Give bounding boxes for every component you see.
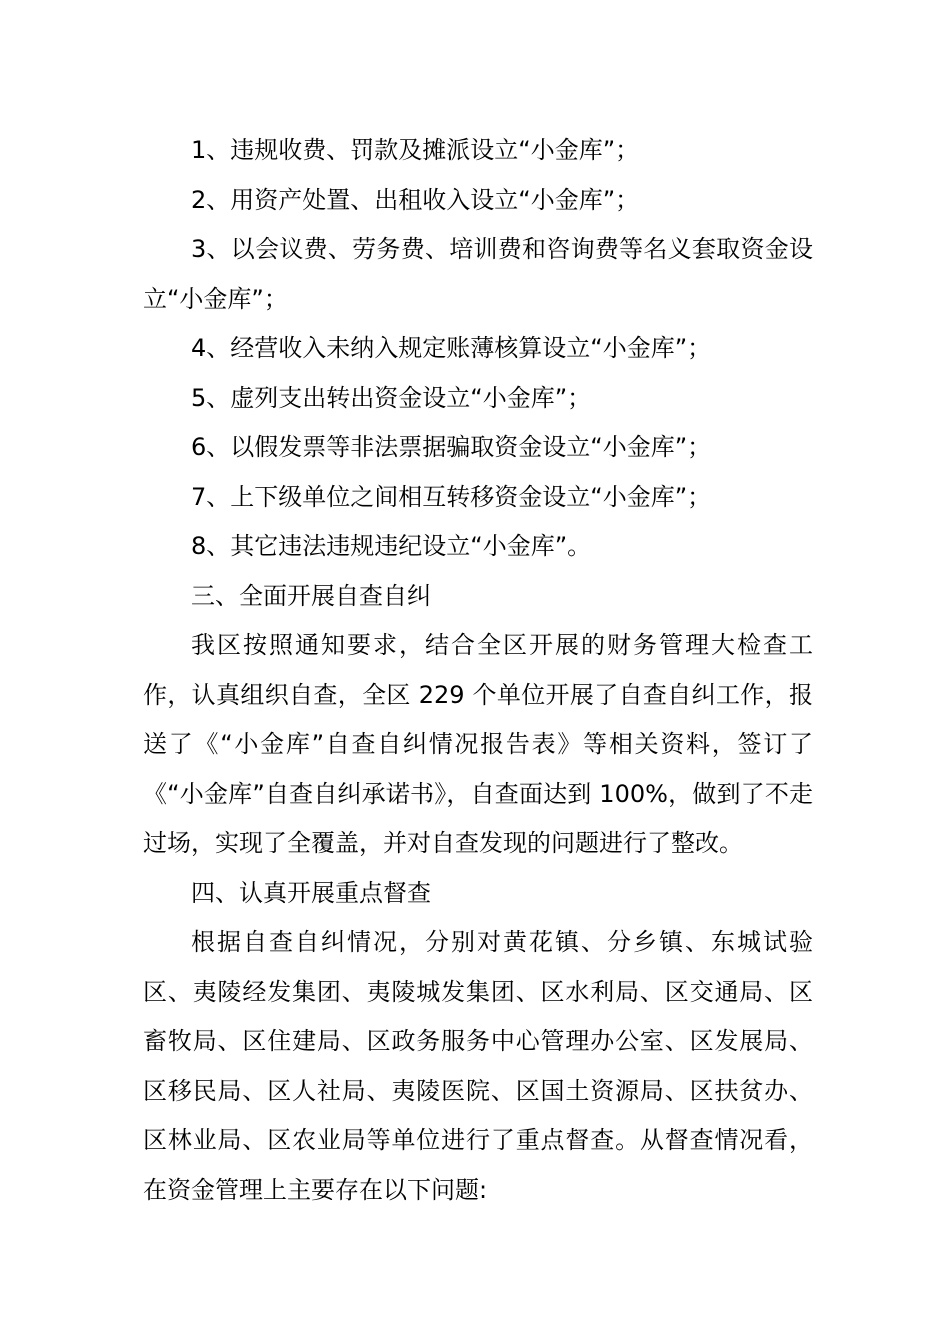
list-item: 8、其它违法违规违纪设立“小金库”。 <box>191 532 592 560</box>
section-heading-key-supervision: 四、认真开展重点督查 <box>191 878 431 907</box>
list-item: 5、虚列支出转出资金设立“小金库”； <box>191 383 592 412</box>
list-item: 6、以假发票等非法票据骗取资金设立“小金库”； <box>191 433 712 461</box>
list-item: 7、上下级单位之间相互转移资金设立“小金库”； <box>191 482 712 511</box>
section-body-key-supervision: 根据自查自纠情况，分别对黄花镇、分乡镇、东城试验区、夷陵经发集团、夷陵城发集团、区水利局、区交通局、区畜牧局、区住建局、区政务服务中心管理办公室、区发展局、区移民局、区人社局、夷陵医院、区国土资源局、区扶贫办、区林业局、区农业局等单位进行了重点督查。从督查情况看，在资金管理上主要存在以下问题: <box>143 928 813 1204</box>
document-body <box>143 126 813 1215</box>
list-item: 3、以会议费、劳务费、培训费和咨询费等名义套取资金设立“小金库”； <box>143 235 813 313</box>
section-body-self-inspection: 我区按照通知要求，结合全区开展的财务管理大检查工作，认真组织自查，全区 229 个单位开展了自查自纠工作，报送了《“小金库”自查自纠情况报告表》等相关资料，签订了《“小金库”自查自纠承诺书》，自查面达到 100%，做到了不走过场，实现了全覆盖，并对自查发现的问题进行了整改。 <box>143 631 813 857</box>
list-item: 2、用资产处置、出租收入设立“小金库”； <box>191 185 640 214</box>
list-item: 1、违规收费、罚款及摊派设立“小金库”； <box>191 136 640 164</box>
list-item: 4、经营收入未纳入规定账薄核算设立“小金库”； <box>191 334 712 362</box>
section-heading-self-inspection: 三、全面开展自查自纠 <box>191 581 431 610</box>
